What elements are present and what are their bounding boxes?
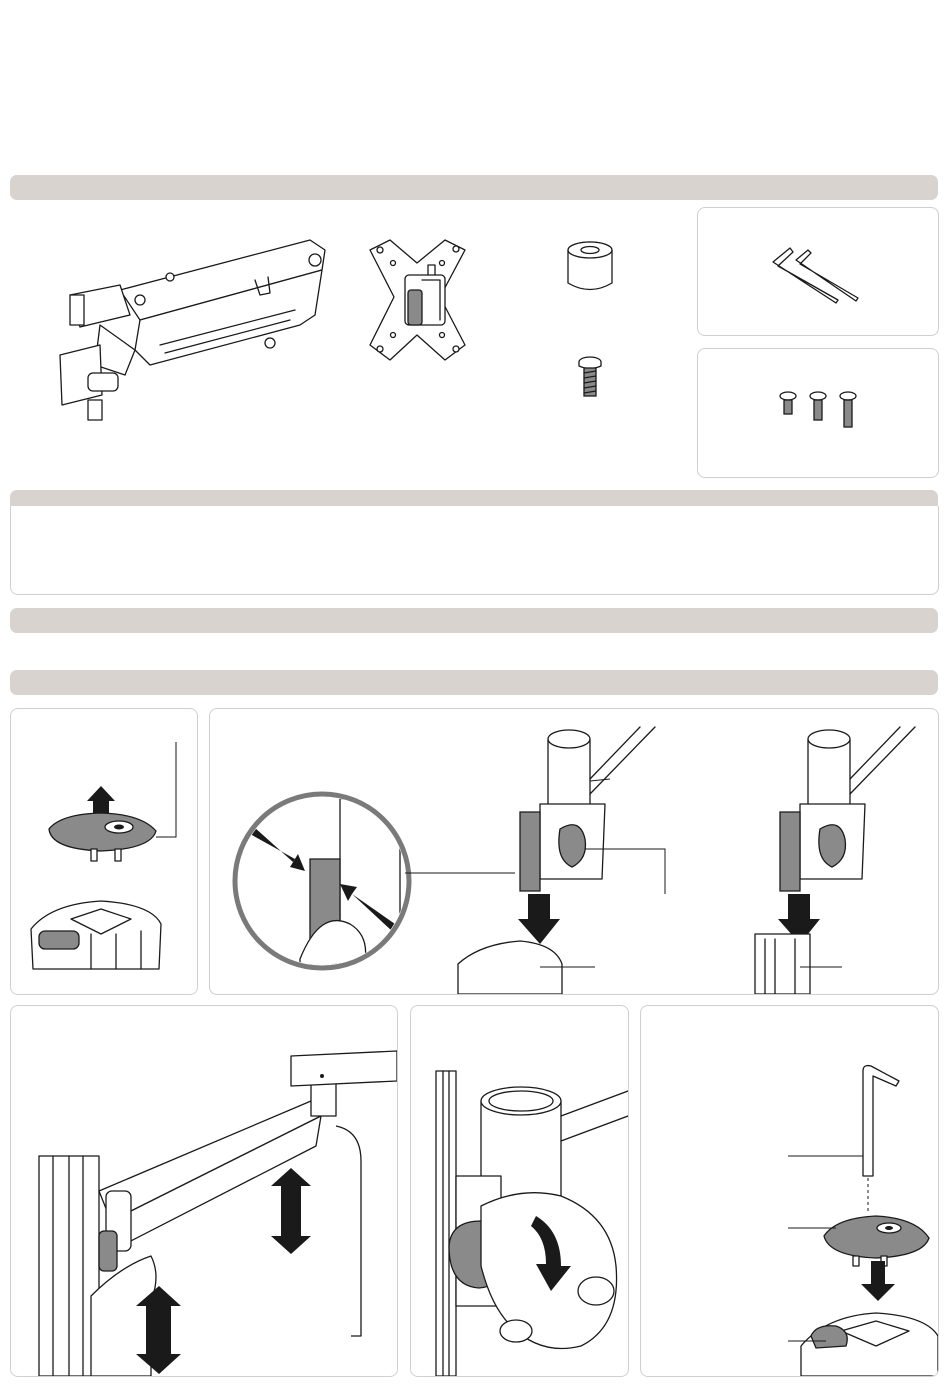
step-adjust-height-panel [10,1005,398,1377]
section-bar-contents [10,175,938,200]
vesa-plate-illustration [360,235,475,370]
note-panel [10,506,939,595]
section-bar-tools [10,608,938,633]
attach-arm-illustration [210,709,938,994]
monitor-arm-illustration [40,225,340,435]
screw-icon [575,355,605,400]
allen-key-panel [697,207,939,336]
spacer-illustration [560,238,620,298]
adjust-height-illustration [11,1006,397,1376]
step-attach-arm-panel [209,708,939,995]
lock-cap-illustration [641,1006,938,1376]
screws-panel [697,348,939,478]
step-lock-cap-panel [640,1005,939,1377]
section-bar-install [10,670,938,695]
step-remove-cap-panel [10,708,198,995]
remove-cap-illustration [11,709,197,994]
tighten-knob-illustration [411,1006,628,1376]
step-tighten-knob-panel [410,1005,629,1377]
screw-set-illustration [776,389,866,429]
allen-key-icon [768,240,868,310]
